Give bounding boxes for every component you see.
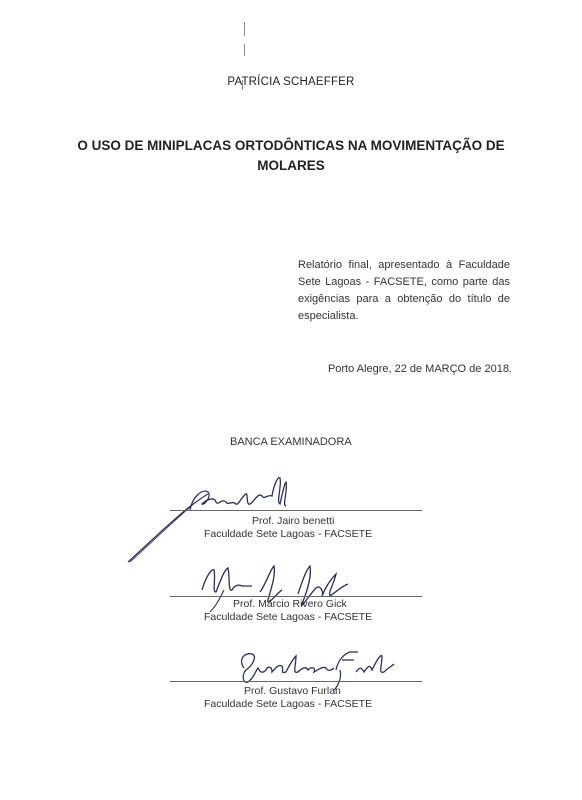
signature-line-2: [170, 596, 422, 597]
thesis-title-line-2: MOLARES: [257, 158, 325, 173]
board-member-institution-2: Faculdade Sete Lagoas - FACSETE: [204, 611, 373, 623]
board-member-institution-1: Faculdade Sete Lagoas - FACSETE: [204, 528, 373, 540]
thesis-title: [60, 136, 522, 176]
board-member-institution-3: Faculdade Sete Lagoas - FACSETE: [204, 698, 373, 710]
board-member-name-3: Prof. Gustavo Furlan: [244, 685, 341, 697]
author-name: PATRÍCIA SCHAEFFER: [227, 76, 355, 88]
signature-line-1: [170, 510, 422, 511]
signature-line-3: [170, 681, 422, 682]
place-date: Porto Alegre, 22 de MARÇO de 2018.: [327, 363, 512, 375]
board-member-name-2: Prof. Márcio Rivero Gick: [233, 598, 347, 610]
thesis-title-line-1: O USO DE MINIPLACAS ORTODÔNTICAS NA MOVIMENTAÇÃO DE: [77, 138, 505, 153]
board-title: BANCA EXAMINADORA: [230, 436, 352, 448]
board-member-name-1: Prof. Jairo benetti: [252, 515, 335, 527]
report-note: Relatório final, apresentado à Faculdade Sete Lagoas - FACSETE, como parte das exigências para a obtenção do título de especialista.: [298, 259, 510, 322]
